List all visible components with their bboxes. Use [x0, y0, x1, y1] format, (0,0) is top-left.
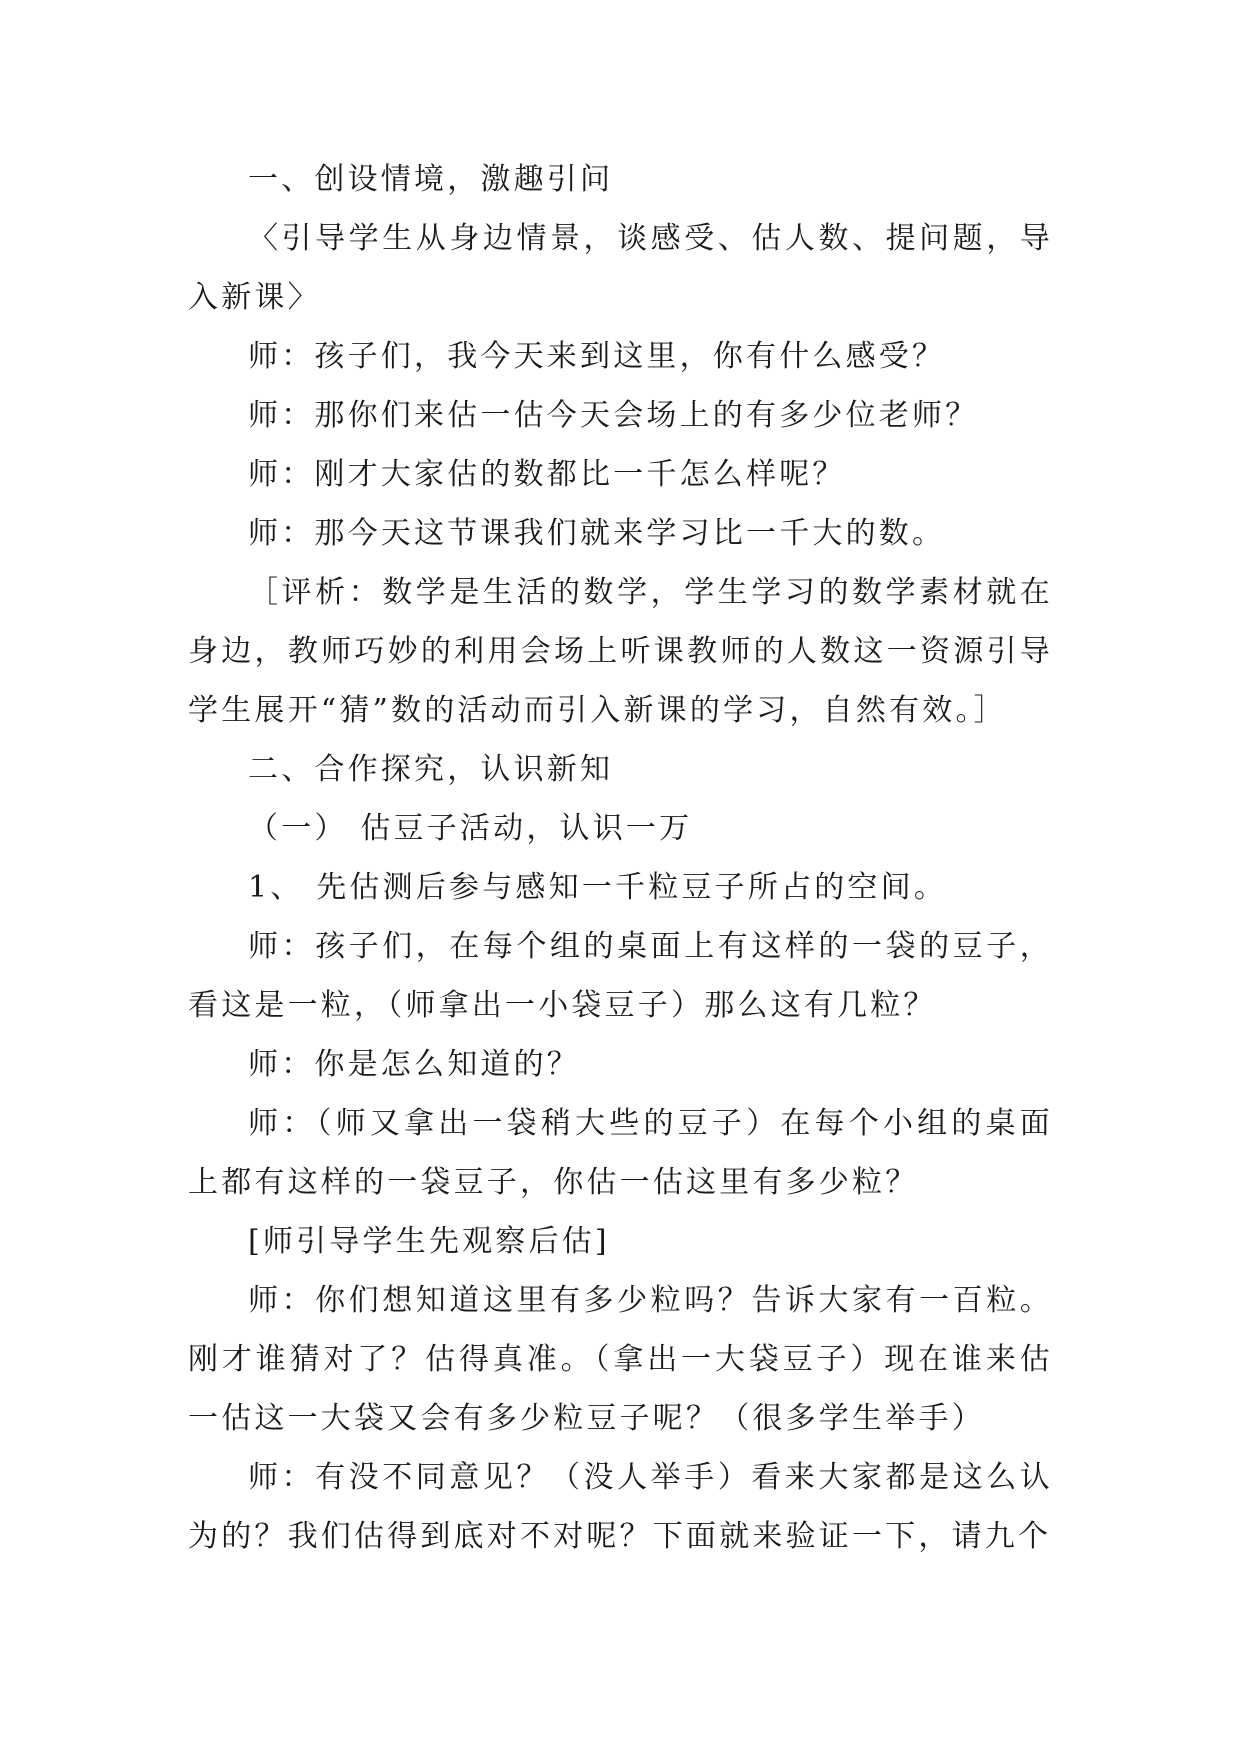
- section-heading: 一、创设情境，激趣引问: [248, 162, 614, 197]
- paragraph: 〈引导学生从身边情景，谈感受、估人数、提问题，导入新课〉: [188, 221, 1053, 315]
- commentary-paragraph: ［评析：数学是生活的数学，学生学习的数学素材就在身边，教师巧妙的利用会场上听课教师的人数这一资源引导学生展开“猜”数的活动而引入新课的学习，自然有效。］: [188, 575, 1053, 728]
- paragraph: 师：那你们来估一估今天会场上的有多少位老师？: [248, 398, 979, 433]
- note-paragraph: [师引导学生先观察后估]: [248, 1224, 610, 1259]
- section-heading: 二、合作探究，认识新知: [248, 752, 614, 787]
- paragraph: 师：有没不同意见？（没人举手）看来大家都是这么认为的？我们估得到底对不对呢？下面就来验证一下，请九个: [188, 1460, 1053, 1554]
- paragraph: 师：你们想知道这里有多少粒吗？告诉大家有一百粒。刚才谁猜对了？估得真准。（拿出一大袋豆子）现在谁来估一估这一大袋又会有多少粒豆子呢？（很多学生举手）: [188, 1283, 1053, 1436]
- paragraph: 师：那今天这节课我们就来学习比一千大的数。: [248, 516, 946, 551]
- paragraph: 师：（师又拿出一袋稍大些的豆子）在每个小组的桌面上都有这样的一袋豆子，你估一估这里有多少粒？: [188, 1106, 1053, 1200]
- paragraph: 师：孩子们，在每个组的桌面上有这样的一袋的豆子，看这是一粒，（师拿出一小袋豆子）那么这有几粒？: [188, 929, 1053, 1023]
- document-body: [188, 150, 1053, 1566]
- paragraph: 师：孩子们，我今天来到这里，你有什么感受？: [248, 339, 946, 374]
- paragraph: 师：你是怎么知道的？: [248, 1047, 580, 1082]
- numbered-item: 1、 先估测后参与感知一千粒豆子所占的空间。: [248, 870, 948, 905]
- subsection-heading: （一） 估豆子活动，认识一万: [248, 811, 693, 846]
- paragraph: 师：刚才大家估的数都比一千怎么样呢？: [248, 457, 846, 492]
